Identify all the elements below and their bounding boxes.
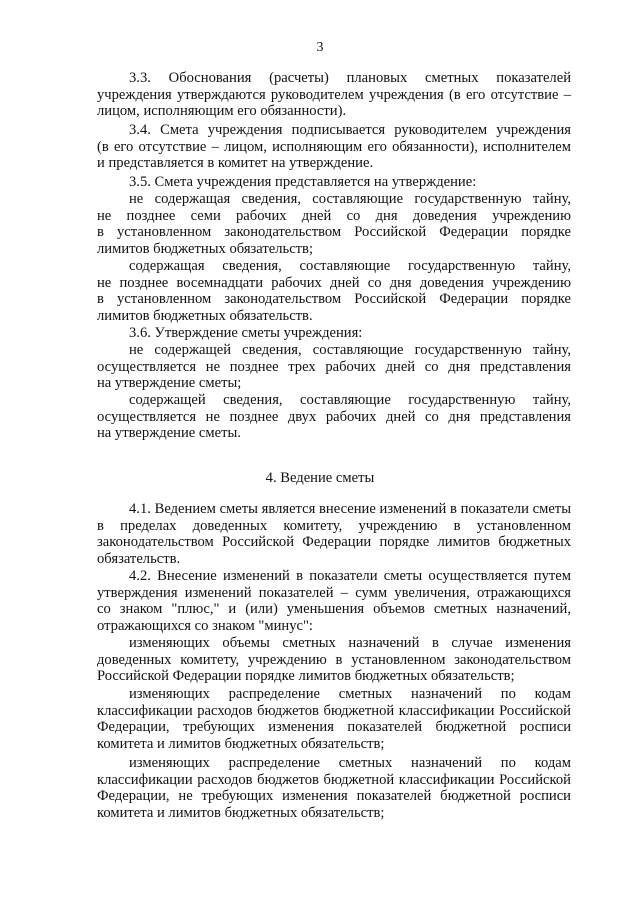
text-line: на утверждение сметы.	[97, 425, 241, 441]
paragraph	[97, 686, 571, 752]
text-line: 3.6. Утверждение сметы учреждения:	[129, 325, 363, 341]
paragraph	[97, 174, 571, 191]
text-line: законодательством Российской Федерации порядке лимитов бюджетных	[97, 534, 571, 550]
paragraph	[97, 325, 571, 342]
paragraph	[97, 70, 571, 120]
paragraph	[97, 755, 571, 821]
text-line: не позднее семи рабочих дней со дня доведения учреждению	[97, 207, 571, 224]
paragraph	[97, 191, 571, 257]
text-line: в пределах доведенных комитету, учреждению в установленном	[97, 517, 571, 534]
text-line: доведенных комитету, учреждению в установленном законодательством	[97, 651, 571, 668]
text-line: лицом, исполняющим его обязанности).	[97, 103, 347, 119]
text-line: отражающихся со знаком "минус":	[97, 617, 313, 634]
text-line: лимитов бюджетных обязательств;	[97, 240, 314, 257]
text-line: классификации расходов бюджетов бюджетной классификации Российской	[97, 771, 571, 788]
paragraph	[97, 635, 571, 685]
text-line: 3.3. Обоснования (расчеты) плановых сметных показателей	[129, 70, 571, 86]
text-line: классификации расходов бюджетов бюджетной классификации Российской	[97, 702, 571, 719]
text-line: 3.5. Смета учреждения представляется на утверждение:	[129, 174, 477, 190]
text-line: осуществляется не позднее двух рабочих дней со дня представления	[97, 408, 571, 425]
paragraph	[97, 501, 571, 567]
text-line: на утверждение сметы;	[97, 375, 242, 391]
paragraph	[97, 122, 571, 172]
text-line: изменяющих распределение сметных назначений по кодам	[129, 686, 571, 702]
text-line: осуществляется не позднее трех рабочих дней со дня представления	[97, 358, 571, 375]
paragraph	[97, 342, 571, 392]
text-line: содержащая сведения, составляющие государственную тайну,	[129, 258, 571, 274]
text-line: не содержащая сведения, составляющие государственную тайну,	[129, 191, 571, 207]
text-line: в установленном законодательством Российской Федерации порядке	[97, 291, 571, 307]
text-line: 3.4. Смета учреждения подписывается руководителем учреждения	[129, 122, 571, 138]
page-number: 3	[316, 40, 324, 55]
text-line: лимитов бюджетных обязательств.	[97, 307, 313, 324]
text-line: изменяющих распределение сметных назначений по кодам	[129, 755, 571, 771]
paragraph	[97, 568, 571, 634]
text-line: 4.1. Ведением сметы является внесение изменений в показатели сметы	[129, 501, 571, 517]
text-line: содержащей сведения, составляющие государственную тайну,	[129, 392, 571, 408]
text-line: комитета и лимитов бюджетных обязательств;	[97, 804, 385, 821]
text-line: изменяющих объемы сметных назначений в случае изменения	[129, 635, 571, 651]
text-line: и представляется в комитет на утверждение.	[97, 155, 374, 171]
text-line: утверждения изменений показателей – сумм увеличения, отражающихся	[97, 584, 571, 601]
text-line: комитета и лимитов бюджетных обязательств;	[97, 735, 385, 752]
text-line: (в его отсутствие – лицом, исполняющим его обязанности), исполнителем	[97, 138, 571, 155]
text-line: Федерации, не требующих изменения показателей бюджетной росписи	[97, 788, 571, 804]
text-line: 4.2. Внесение изменений в показатели сметы осуществляется путем	[129, 568, 571, 584]
text-line: не позднее восемнадцати рабочих дней со дня доведения учреждению	[97, 274, 571, 291]
text-line: со знаком "плюс," и (или) уменьшения объемов сметных назначений,	[97, 601, 571, 617]
paragraph	[97, 392, 571, 442]
text-line: учреждения утверждаются руководителем учреждения (в его отсутствие –	[97, 86, 571, 103]
section-heading: 4. Ведение сметы	[265, 470, 375, 486]
paragraph	[97, 258, 571, 324]
text-line: не содержащей сведения, составляющие государственную тайну,	[129, 342, 571, 358]
text-line: обязательств.	[97, 550, 181, 567]
text-line: Федерации, требующих изменения показателей бюджетной росписи	[97, 719, 571, 735]
text-line: в установленном законодательством Российской Федерации порядке	[97, 224, 571, 240]
text-line: Российской Федерации порядке лимитов бюджетных обязательств;	[97, 668, 515, 684]
